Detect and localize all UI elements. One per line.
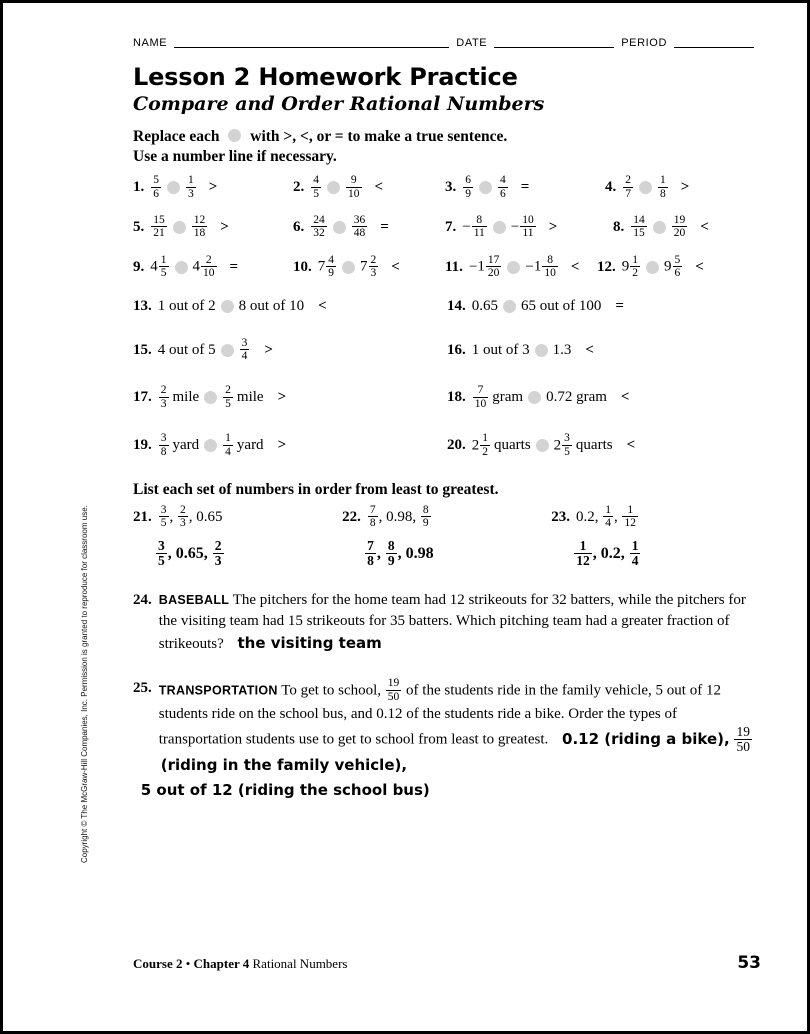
problem-row-3 [133, 254, 761, 280]
circle-placeholder-icon[interactable] [204, 391, 217, 404]
page-subtitle: Compare and Order Rational Numbers [133, 93, 545, 115]
comma: , [188, 508, 197, 525]
circle-placeholder-icon[interactable] [479, 181, 492, 194]
problem-5 [133, 214, 293, 240]
right-value: 65 out of 100 [521, 298, 602, 315]
mixed-number-left: 4 $\frac{1}{5}$ [150, 253, 167, 280]
problem-10 [293, 254, 445, 280]
answer: < [318, 298, 327, 315]
answer-decimal: 0.65 [175, 545, 204, 563]
problem-number: 20. [447, 437, 466, 454]
answer-fraction: $\frac{2}{3}$ [214, 537, 222, 569]
answer-decimal: 0.98 [405, 545, 434, 563]
directions-line1a: Replace each [133, 128, 220, 145]
fraction-item: $\frac{1}{4}$ [605, 504, 611, 530]
circle-placeholder-icon[interactable] [528, 391, 541, 404]
answer: = [615, 298, 624, 315]
fraction-left: $\frac{6}{9}$ [465, 174, 471, 200]
fraction-right: $\frac{12}{18}$ [193, 213, 206, 240]
answer-fraction: $\frac{7}{8}$ [367, 537, 374, 569]
answer-fraction: $\frac{19}{50}$ [736, 723, 750, 755]
problem-number: 25. [133, 679, 152, 696]
problem-24 [133, 590, 761, 656]
left-unit: quarts [494, 437, 531, 454]
problem-number: 5. [133, 218, 145, 235]
circle-placeholder-icon[interactable] [493, 221, 506, 234]
problem-24-body [159, 590, 761, 656]
fraction-inline: $\frac{19}{50}$ [387, 677, 400, 703]
problem-number: 13. [133, 298, 152, 315]
problem-23-question: 23. 0.2 , $\frac{1}{4}$ , $\frac{1}{12}$ [551, 504, 636, 530]
copyright-notice: Copyright © The McGraw-Hill Companies, Inc. Permission is granted to reproduce for classroom use. [80, 505, 89, 863]
fraction-item: $\frac{2}{3}$ [180, 504, 186, 530]
answer-part2: (riding in the family vehicle), [160, 756, 408, 775]
page-title: Lesson 2 Homework Practice [133, 63, 518, 91]
right-value: 8 out of 10 [238, 298, 305, 315]
category-label: BASEBALL [158, 592, 230, 607]
name-label: NAME [133, 37, 168, 49]
problem-row-2 [133, 214, 761, 240]
right-unit: yard [236, 437, 264, 454]
problem-2 [293, 175, 445, 201]
directions-line1b: with >, <, or = to make a true sentence. [250, 128, 508, 145]
problem-14 [447, 298, 761, 315]
problem-text-part1: To get to school, [281, 682, 382, 699]
problem-text: The pitchers for the home team had 12 strikeouts for 32 batters, while the pitchers for the visiting team had 15 strikeouts for 35 batters. Which pitching team had a greater fraction of strikeouts? [158, 591, 746, 652]
period-label: PERIOD [621, 37, 667, 49]
problem-9 [133, 254, 293, 280]
problem-22-question: 22. $\frac{7}{8}$ , 0.98 , $\frac{8}{9}$ [342, 504, 429, 530]
answer: < [700, 218, 709, 235]
category-label: TRANSPORTATION [158, 683, 278, 698]
answer: > [277, 437, 287, 454]
fraction-right: $\frac{1}{4}$ [225, 432, 231, 458]
problem-21 [133, 505, 342, 570]
problem-number: 4. [605, 179, 617, 196]
problem-3 [445, 175, 605, 201]
circle-placeholder-icon[interactable] [646, 261, 659, 274]
period-blank[interactable] [674, 36, 754, 48]
circle-placeholder-icon[interactable] [175, 261, 188, 274]
name-blank[interactable] [174, 36, 449, 48]
left-unit: gram [492, 389, 524, 406]
problem-number: 6. [293, 218, 305, 235]
answer: > [548, 218, 558, 235]
problem-7 [445, 214, 613, 240]
fraction-left: $\frac{7}{10}$ [474, 384, 487, 410]
left-unit: mile [172, 389, 200, 406]
fraction-left: $\frac{3}{8}$ [160, 432, 167, 458]
problem-number: 12. [597, 258, 616, 275]
fraction-right: $\frac{1}{3}$ [188, 174, 194, 200]
circle-placeholder-icon[interactable] [639, 181, 652, 194]
fraction-right: $\frac{2}{5}$ [225, 384, 231, 410]
mixed-number-right: 1 $\frac{8}{10}$ [533, 253, 556, 280]
left-value: 1 out of 2 [157, 298, 216, 315]
right-unit: mile [236, 389, 264, 406]
fraction-left: $\frac{5}{6}$ [153, 174, 159, 200]
fraction-left: $\frac{4}{5}$ [313, 174, 319, 200]
circle-placeholder-icon[interactable] [221, 344, 234, 357]
problem-1 [133, 175, 293, 201]
problem-25 [133, 678, 761, 802]
problem-19 [133, 433, 447, 459]
circle-placeholder-icon[interactable] [535, 344, 548, 357]
negative-sign: − [462, 218, 471, 235]
problem-20 [447, 433, 761, 459]
circle-placeholder-icon[interactable] [167, 181, 180, 194]
fraction-right: $\frac{36}{48}$ [353, 213, 366, 240]
answer: > [208, 179, 218, 196]
fraction-item: $\frac{7}{8}$ [369, 504, 376, 530]
problem-21-answer: $\frac{3}{5}$ , 0.65 , $\frac{2}{3}$ [158, 537, 222, 569]
answer: = [520, 179, 530, 196]
problem-row-13-14 [133, 298, 761, 315]
problem-13 [133, 298, 447, 315]
footer-separator: • [185, 956, 191, 971]
decimal-item: 0.98 [386, 508, 413, 525]
date-label: DATE [456, 37, 488, 49]
right-unit: quarts [575, 437, 613, 454]
negative-sign: − [510, 218, 520, 235]
problem-22-answer: $\frac{7}{8}$ , $\frac{8}{9}$ , 0.98 [367, 537, 434, 569]
problem-number: 9. [133, 258, 145, 275]
problem-number: 21. [133, 508, 152, 525]
fraction-item: $\frac{8}{9}$ [422, 504, 429, 530]
date-blank[interactable] [494, 36, 614, 48]
problem-number: 23. [551, 508, 570, 525]
page-number: 53 [737, 953, 761, 973]
problem-18 [447, 385, 761, 411]
circle-placeholder-icon[interactable] [221, 300, 234, 313]
fraction-right: $\frac{3}{4}$ [241, 336, 248, 362]
circle-placeholder-icon[interactable] [333, 221, 346, 234]
page-footer [133, 953, 761, 973]
order-directions: List each set of numbers in order from least to greatest. [133, 480, 499, 498]
problem-row-15-16 [133, 337, 761, 363]
footer-course: Course 2 [133, 956, 183, 971]
problem-number: 16. [447, 341, 466, 358]
answer: > [264, 341, 273, 358]
answer: < [374, 179, 384, 196]
answer: < [585, 341, 594, 358]
problem-4 [605, 175, 689, 201]
fraction-left: $\frac{2}{7}$ [625, 174, 631, 200]
left-unit: yard [172, 437, 200, 454]
circle-placeholder-icon [228, 129, 241, 142]
answer: = [229, 258, 239, 275]
mixed-number-left: 2 $\frac{1}{2}$ [471, 432, 488, 458]
problem-number: 8. [613, 218, 625, 235]
mixed-number-left: 7 $\frac{4}{9}$ [317, 253, 334, 280]
mixed-number-left: 9 $\frac{1}{2}$ [621, 253, 638, 280]
answer-fraction: $\frac{3}{5}$ [158, 537, 165, 569]
mixed-number-left: 1 $\frac{17}{20}$ [477, 253, 500, 280]
problem-6 [293, 214, 445, 240]
right-value: 1.3 [552, 341, 572, 358]
problem-22 [342, 505, 551, 570]
problem-number: 10. [293, 258, 312, 275]
answer: > [220, 218, 229, 235]
problem-row-21-23 [133, 505, 761, 570]
answer: < [620, 389, 630, 406]
circle-placeholder-icon[interactable] [503, 300, 516, 313]
problem-row-19-20 [133, 433, 761, 459]
answer: < [570, 258, 580, 275]
problem-12 [597, 254, 704, 280]
problem-number: 24. [133, 591, 152, 608]
negative-sign: − [468, 258, 478, 275]
answer-fraction: $\frac{8}{9}$ [387, 537, 395, 569]
fraction-right: $\frac{10}{11}$ [522, 213, 534, 240]
answer: > [277, 389, 287, 406]
answer-part1: 0.12 (riding a bike), [562, 729, 730, 748]
answer-decimal: 0.2 [600, 545, 621, 563]
fraction-right: $\frac{19}{20}$ [673, 213, 686, 240]
left-value: 0.65 [471, 298, 498, 315]
footer-chapter: Chapter 4 [193, 956, 250, 971]
problem-number: 3. [445, 179, 457, 196]
problem-16 [447, 337, 761, 363]
fraction-left: $\frac{14}{15}$ [633, 213, 645, 240]
problem-number: 11. [445, 258, 463, 275]
problem-11 [445, 254, 597, 280]
fraction-item: $\frac{3}{5}$ [160, 504, 167, 530]
problem-number: 14. [447, 298, 466, 315]
decimal-item: 0.65 [196, 508, 223, 525]
answer-fraction: $\frac{1}{12}$ [576, 537, 590, 569]
student-info-header [133, 29, 761, 49]
answer: = [380, 218, 389, 235]
problem-number: 2. [293, 179, 305, 196]
answer: < [626, 437, 636, 454]
problem-number: 17. [133, 389, 152, 406]
fraction-left: $\frac{24}{32}$ [313, 213, 325, 240]
answer-fraction: $\frac{1}{4}$ [631, 537, 639, 569]
fraction-item: $\frac{1}{12}$ [624, 504, 636, 530]
problem-row-17-18 [133, 385, 761, 411]
problem-23 [551, 505, 760, 570]
circle-placeholder-icon[interactable] [342, 261, 355, 274]
circle-placeholder-icon[interactable] [536, 439, 549, 452]
problem-number: 1. [133, 179, 145, 196]
worksheet-content [133, 29, 761, 1011]
answer: > [680, 179, 690, 196]
problem-23-answer: $\frac{1}{12}$ , 0.2 , $\frac{1}{4}$ [576, 537, 639, 569]
directions [133, 127, 761, 167]
problem-row-1 [133, 175, 761, 201]
right-value: 0.72 gram [546, 389, 607, 406]
circle-placeholder-icon[interactable] [173, 221, 186, 234]
left-value: 1 out of 3 [471, 341, 530, 358]
fraction-right: $\frac{9}{10}$ [348, 174, 360, 200]
decimal-item: 0.2 [575, 508, 595, 525]
footer-text [133, 956, 347, 972]
problem-8 [613, 214, 709, 240]
problem-15 [133, 337, 447, 363]
problem-number: 15. [133, 341, 152, 358]
mixed-number-right: 9 $\frac{5}{6}$ [664, 253, 681, 280]
mixed-number-right: 4 $\frac{2}{10}$ [192, 253, 215, 280]
mixed-number-right: 2 $\frac{3}{5}$ [553, 432, 570, 458]
left-value: 4 out of 5 [157, 341, 216, 358]
comma: , [169, 508, 177, 525]
circle-placeholder-icon[interactable] [507, 261, 520, 274]
fraction-right: $\frac{1}{8}$ [660, 174, 666, 200]
problem-number: 19. [133, 437, 152, 454]
negative-sign: − [525, 258, 534, 275]
problem-17 [133, 385, 447, 411]
fraction-left: $\frac{15}{21}$ [153, 213, 165, 240]
fraction-right: $\frac{4}{6}$ [500, 174, 506, 200]
circle-placeholder-icon[interactable] [653, 221, 666, 234]
answer: < [391, 258, 400, 275]
directions-line2: Use a number line if necessary. [133, 147, 337, 165]
problem-text-part2: of the students ride in the family vehicle, 5 out of 12 students ride on the school bus, and 0.12 of the students ride a bike. Order the types of transportation students use to get to school from least to greatest. [158, 682, 721, 748]
problem-21-question [133, 505, 342, 531]
problem-number: 22. [342, 508, 361, 525]
answer-part3: 5 out of 12 (riding the school bus) [140, 781, 430, 800]
answer: < [695, 258, 704, 275]
fraction-left: $\frac{8}{11}$ [473, 213, 485, 240]
mixed-number-right: 7 $\frac{2}{3}$ [360, 253, 377, 280]
problem-number: 7. [445, 218, 457, 235]
answer: the visiting team [237, 634, 382, 652]
problem-number: 18. [447, 389, 466, 406]
circle-placeholder-icon[interactable] [327, 181, 340, 194]
circle-placeholder-icon[interactable] [204, 439, 217, 452]
fraction-left: $\frac{2}{3}$ [160, 384, 167, 410]
footer-topic: Rational Numbers [252, 956, 348, 971]
